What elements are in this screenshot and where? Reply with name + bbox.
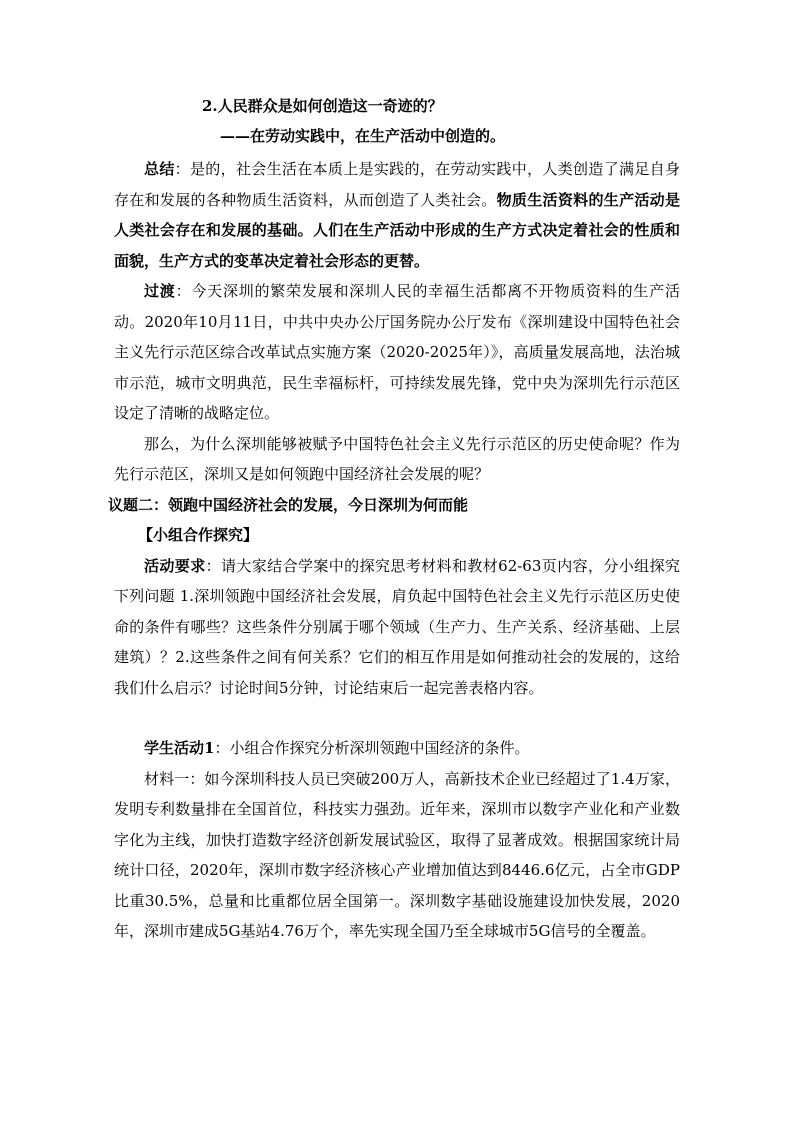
section-answer: ——在劳动实践中，在生产活动中创造的。 [220, 127, 506, 145]
question-paragraph: 那么，为什么深圳能够被赋予中国特色社会主义先行示范区的历史使命呢？作为先行示范区，深圳又是如何领跑中国经济社会发展的呢？ [114, 434, 680, 483]
topic-heading: 议题二：领跑中国经济社会的发展，今日深圳为何而能 [108, 495, 469, 514]
document-page [108, 94, 680, 947]
student-activity-paragraph [114, 733, 680, 764]
section-question: 2.人民群众是如何创造这一奇迹的？ [202, 97, 443, 115]
material-one-paragraph: 材料一：如今深圳科技人员已突破200万人，高新技术企业已经超过了1.4万家，发明专利数量排在全国首位，科技实力强劲。近年来，深圳市以数字产业化和产业数字化为主线，加快打造数字经济创新发展试验区，取得了显著成效。根据国家统计局统计口径，2020年，深圳市数字经济核心产业增加值达到8446.6亿元，占全市GDP比重30.5%，总量和比重都位居全国第一。深圳数字基础设施建设加快发展，2020年，深圳市建成5G基站4.76万个，率先实现全国乃至全球城市5G信号的全覆盖。 [114, 769, 680, 940]
student-activity-text: ：小组合作探究分析深圳领跑中国经济的条件。 [214, 739, 530, 757]
group-title: 【小组合作探究】 [138, 526, 259, 544]
transition-label: 过渡 [144, 282, 176, 300]
activity-text: ：请大家结合学案中的探究思考材料和教材62-63页内容，分小组探究下列问题 1.深圳领跑中国经济社会发展，肩负起中国特色社会主义先行示范区历史使命的条件有哪些？这些条件分别属于哪个领域（生产力、生产关系、经济基础、上层建筑）？2.这些条件之间有何关系？它们的相互作用是如何推动社会的发展的，这给我们什么启示？讨论时间5分钟，讨论结束后一起完善表格内容。 [114, 556, 680, 697]
transition-paragraph [114, 276, 680, 429]
summary-label: 总结 [144, 160, 175, 178]
summary-text: ：是的，社会生活在本质上是实践的，在劳动实践中，人类创造了满足自身存在和发展的各种物质生活资料，从而创造了人类社会。 [114, 160, 680, 209]
spacer [114, 703, 680, 733]
transition-text: ：今天深圳的繁荣发展和深圳人民的幸福生活都离不开物质资料的生产活动。2020年10月11日，中共中央办公厅国务院办公厅发布《深圳建设中国特色社会主义先行示范区综合改革试点实施方案（2020-2025年）》，高质量发展高地，法治城市示范，城市文明典范，民生幸福标杆，可持续发展先锋，党中央为深圳先行示范区设定了清晰的战略定位。 [114, 282, 680, 422]
summary-emphasis: 物质生活资料的生产活动是人类社会存在和发展的基础。人们在生产活动中形成的生产方式决定着社会的性质和面貌，生产方式的变革决定着社会形态的更替。 [114, 190, 680, 270]
activity-paragraph [114, 551, 680, 704]
activity-label: 活动要求 [144, 556, 206, 575]
student-activity-label: 学生活动1 [144, 739, 215, 757]
summary-paragraph [114, 154, 680, 276]
